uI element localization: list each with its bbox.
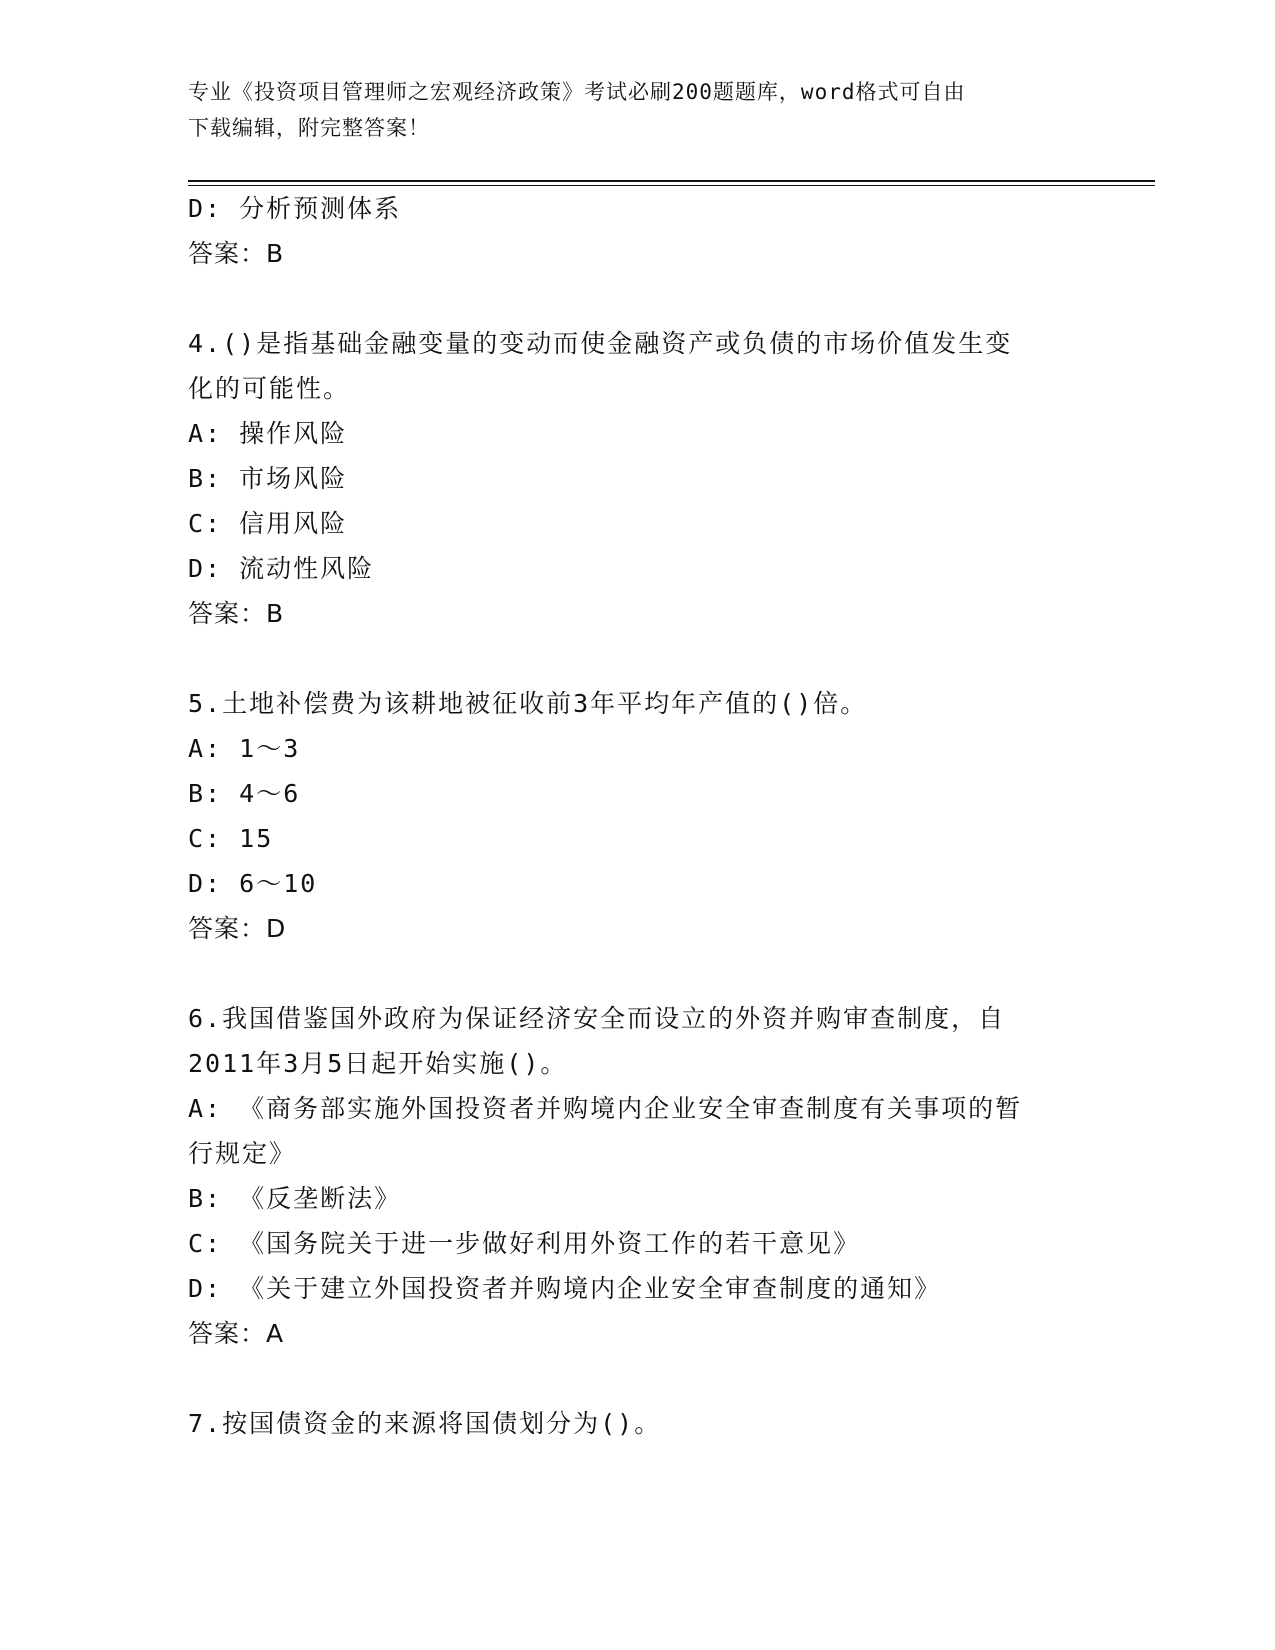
q6-stem-line-1: 6.我国借鉴国外政府为保证经济安全而设立的外资并购审查制度，自 <box>188 1004 1006 1033</box>
header-title-line-2: 下载编辑，附完整答案！ <box>188 116 430 140</box>
q6-option-a-line-2: 行规定》 <box>188 1139 297 1168</box>
q3-answer: 答案：B <box>188 239 285 268</box>
q5-option-d: D: 6～10 <box>188 869 318 898</box>
q5-answer: 答案：D <box>188 914 287 943</box>
q5-option-c: C: 15 <box>188 824 274 853</box>
document-header <box>188 74 1068 146</box>
q5-option-b: B: 4～6 <box>188 779 301 808</box>
q6-option-d: D: 《关于建立外国投资者并购境内企业安全审查制度的通知》 <box>188 1274 942 1303</box>
q4-stem-line-1: 4.()是指基础金融变量的变动而使金融资产或负债的市场价值发生变 <box>188 329 1013 358</box>
q6-answer: 答案：A <box>188 1319 285 1348</box>
q4-answer: 答案：B <box>188 599 285 628</box>
q4-option-d: D: 流动性风险 <box>188 554 375 583</box>
q5-option-a: A: 1～3 <box>188 734 301 763</box>
q6-stem-line-2: 2011年3月5日起开始实施()。 <box>188 1049 568 1078</box>
q4-option-b: B: 市场风险 <box>188 464 348 493</box>
q6-option-c: C: 《国务院关于进一步做好利用外资工作的若干意见》 <box>188 1229 861 1258</box>
q3-option-d: D: 分析预测体系 <box>188 194 402 223</box>
q4-stem-line-2: 化的可能性。 <box>188 374 351 403</box>
q6-option-a-line-1: A: 《商务部实施外国投资者并购境内企业安全审查制度有关事项的暂 <box>188 1094 1023 1123</box>
q7-stem-line-1: 7.按国债资金的来源将国债划分为()。 <box>188 1409 662 1438</box>
q4-option-c: C: 信用风险 <box>188 509 348 538</box>
q5-stem-line-1: 5.土地补偿费为该耕地被征收前3年平均年产值的()倍。 <box>188 689 868 718</box>
header-title-line-1: 专业《投资项目管理师之宏观经济政策》考试必刷200题题库，word格式可自由 <box>188 80 966 104</box>
q6-option-b: B: 《反垄断法》 <box>188 1184 402 1213</box>
header-divider-thick <box>188 180 1155 182</box>
q4-option-a: A: 操作风险 <box>188 419 348 448</box>
